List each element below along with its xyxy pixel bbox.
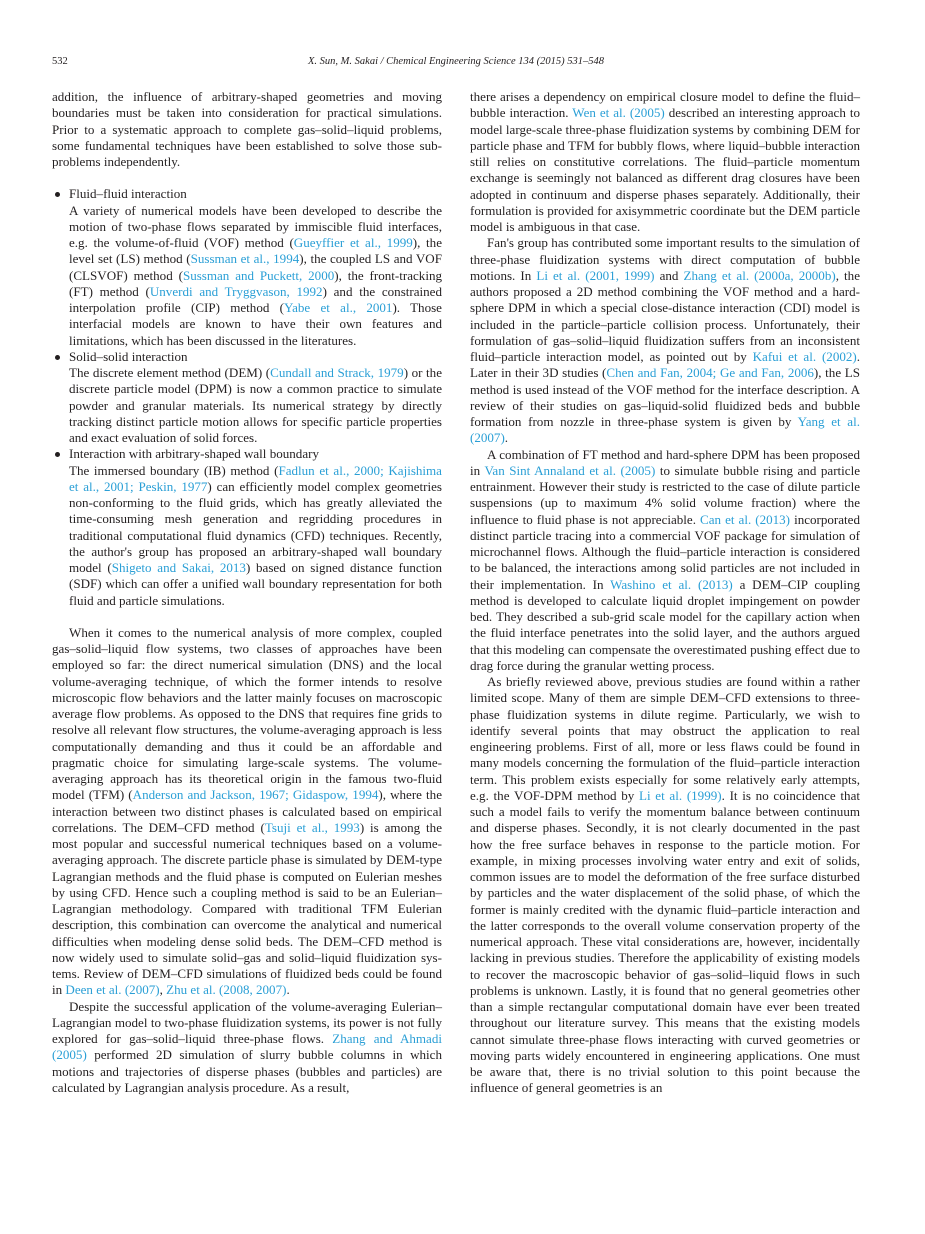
bullet-title: Fluid–fluid interaction xyxy=(69,186,187,202)
body-text: ) is among the most popular and successful numerical techniques based on a volume-averaging approach. The discrete particle phase is simulated by DEM-type Lagrangian methods and the fluid phase is computed on Eulerian meshes by using CFD. Hence such a coupling method is said to be an Eulerian–Lagrangian methodology. Compared with traditional TFM Eulerian description, this combination can overcome the analytical and numerical difficulties when modeling dense solid beds. The DEM–CFD method is now widely used to simulate solid–gas and solid–liquid fluidization systems. Review of DEM–CFD simulations of fluidized beds could be found in xyxy=(52,819,442,998)
citation-link[interactable]: Anderson and Jackson, 1967; Gidaspow, 1994 xyxy=(132,787,379,803)
body-text: ). Those interfacial models are known to have their own features and limitations, which has been discussed in the literatures. xyxy=(69,300,442,348)
body-text: A variety of numerical models have been developed to describe the motion of two-phase flows separated by immiscible fluid interfaces, e.g. the volume-of-fluid (VOF) method ( xyxy=(69,202,442,250)
bullet-title: Solid–solid interaction xyxy=(69,348,188,364)
citation-link[interactable]: Zhang et al. (2000a, 2000b) xyxy=(683,267,836,283)
body-text: . It is no coincidence that such a model fails to verify the momentum balance between continuum and disperse phases. Secondly, it is not clearly documented in the past how the free surface behaves in response to the particle motion. For example, in mixing processes involving water entry and exit of solids, common issues are to model the deformation of the free surface disturbed by particles and the water displacement of the solid phase, of which the former is mainly credited with the dynamic fluid–particle interaction and the latter corresponds to the overall volume conservation property of the numerical approach. These vital considerations are, however, incidentally lacking in previous studies. Therefore the applicability of existing models to recover the macroscopic behavior of gas–solid–liquid flows in such problems is unknown. Lastly, it is found that no general geometries other than a simple rectangular computational domain have ever been treated throughout our literature survey. This means that the existing models cannot simulate three-phase flows interacting with curved geometries or moving parts widely encountered in engineering applications. One must be aware that, there is no trivial solution to this point because the influence of general geometries is an xyxy=(470,787,860,1096)
citation-link[interactable]: Yabe et al., 2001 xyxy=(283,300,393,315)
bullet-icon xyxy=(55,192,60,197)
body-text: A combination of FT method and hard-sphere DPM has been proposed in xyxy=(470,446,860,478)
citation-link[interactable]: Kafui et al. (2002) xyxy=(752,349,857,364)
bullet-item-fluid-fluid xyxy=(52,186,442,349)
body-text: a DEM–CIP coupling method is developed to calculate liquid droplet impingement on powder bed. They described a sub-grid scale model for the capillary action when the fluid interface penetrates into the solid layer, and the authors argued that this modeling can compensate the overestimated pushing effect due to drag force during the granular wetting process. xyxy=(470,576,860,673)
citation-link[interactable]: Fadlun et al., 2000; Kajishima et al., 2001; Peskin, 1977 xyxy=(69,462,442,494)
body-text: ) or the discrete particle model (DPM) is now a common practice to simulate powder and granular materials. Its numerical strategy by directly tracking distinct particle motion allows for specific particle properties and exact evaluation of solid forces. xyxy=(69,365,442,445)
body-text: to simulate bubble rising and particle entrainment. However their study is restricted to the case of dilute particle suspensions (up to maximum 4% solid volume fraction) where the influence to fluid phase is not appreciable. xyxy=(470,462,860,527)
bullet-icon xyxy=(55,452,60,457)
citation-link[interactable]: Sussman et al., 1994 xyxy=(190,251,300,267)
body-text: , the authors proposed a 2D method combining the VOF method and a hard-sphere DPM in which a special close-distance interaction (CDI) model is included in the particle–particle collision process. Unfortunately, their formulation of gas–solid–liquid fluidization suffers from an inconsistent fluid–particle interaction model, as pointed out by xyxy=(470,267,860,364)
right-column xyxy=(470,89,860,1097)
bullet-title: Interaction with arbitrary-shaped wall boundary xyxy=(69,446,319,462)
body-text: ), the level set (LS) method ( xyxy=(69,235,442,267)
citation-link[interactable]: Unverdi and Tryggvason, 1992 xyxy=(149,283,323,299)
citation-link[interactable]: Can et al. (2013) xyxy=(700,511,791,527)
paragraph-euler-lagrangian xyxy=(52,999,442,1097)
body-text: Despite the successful application of the volume-averaging Eulerian–Lagrangian model to two-phase fluidization systems, its power is not fully explored for gas–solid–liquid three-phase flows. xyxy=(52,998,442,1046)
body-text: . xyxy=(286,982,290,998)
body-text: described an interesting approach to model large-scale three-phase fluidization systems by combining DEM for particle phase and TFM for bubbly flows, where liquid–bubble interaction still relies on constitutive correlations. The fluid–particle momentum exchange is seemingly not balanced as different drag closures have been adopted in continuum and disperse phases separately. Additionally, their formulation is provided for axisymmetric coordinate but the DEM particle model is ambiguous in that case. xyxy=(470,105,860,234)
body-text: performed 2D simulation of slurry bubble columns in which motions and trajectories of disperse phases (bubbles and particles) are calculated by Lagrangian analysis procedure. As a result, xyxy=(52,1047,442,1095)
paragraph-limitations xyxy=(470,674,860,1097)
citation-link[interactable]: Li et al. (1999) xyxy=(639,787,722,803)
bullet-icon xyxy=(55,355,60,360)
citation-link[interactable]: Zhang and Ahmadi (2005) xyxy=(52,1031,442,1063)
body-text: Fan's group has contributed some important results to the simulation of three-phase fluidization systems with direct computation of bubble motions. In xyxy=(470,235,860,283)
body-text: ), the LS method is used instead of the VOF method for the interface description. A review of their studies on gas–liquid-solid fluidized beds and bubble formation from nozzle in three-phase system is given by xyxy=(470,365,861,429)
body-text: ), the front-tracking (FT) method ( xyxy=(69,267,442,299)
body-text: , xyxy=(159,982,167,998)
citation-link[interactable]: Cundall and Strack, 1979 xyxy=(270,365,404,380)
citation-link[interactable]: Gueyffier et al., 1999 xyxy=(293,235,413,250)
running-header xyxy=(52,56,860,70)
paragraph-closure-model xyxy=(470,89,860,235)
body-text: ), the coupled LS and VOF (CLSVOF) method ( xyxy=(69,251,442,283)
citation-link[interactable]: Washino et al. (2013) xyxy=(610,576,733,592)
body-text: The discrete element method (DEM) ( xyxy=(69,365,271,380)
body-text: there arises a dependency on empirical closure model to define the fluid–bubble interaction. xyxy=(470,89,860,121)
paragraph-ft-dpm xyxy=(470,447,860,675)
journal-citation: X. Sun, M. Sakai / Chemical Engineering Science 134 (2015) 531–548 xyxy=(308,56,604,67)
body-text: . xyxy=(504,430,509,446)
citation-link[interactable]: Tsuji et al., 1993 xyxy=(264,819,360,835)
citation-link[interactable]: Shigeto and Sakai, 2013 xyxy=(111,560,246,575)
citation-link[interactable]: Li et al. (2001, 1999) xyxy=(536,267,655,283)
citation-link[interactable]: Van Sint Annaland et al. (2005) xyxy=(484,462,656,478)
body-text: ) can efficiently model complex geometries non-conforming to the fluid grids, which has greatly alleviated the time-consuming mesh generation and regridding procedures in traditional computational fluid dynamics (CFD) techniques. Recently, the author's group has proposed an arbitrary-shaped wall boundary model ( xyxy=(69,478,443,575)
intro-paragraph: addition, the influence of arbitrary-shaped geometries and moving boundaries must be taken into consideration for practical simulations. Prior to a systematic approach to complete gas–solid–liquid problems, some fundamental techniques have been established to solve those sub-problems independently. xyxy=(52,89,442,169)
body-text: As briefly reviewed above, previous studies are found within a rather limited scope. Many of them are simple DEM–CFD extensions to three-phase fluidization systems in dilute regime. Particularly, we wish to identify several points that may obstruct the application to real engineering problems. First of all, more or less flaws could be found in many models concerning the formulation of the fluid–particle interaction term. This problem exists especially for some relatively early attempts, e.g. the VOF-DPM method by xyxy=(470,674,860,803)
bullet-item-wall-boundary xyxy=(52,446,442,609)
page-number: 532 xyxy=(52,56,68,67)
citation-link[interactable]: Chen and Fan, 2004; Ge and Fan, 2006 xyxy=(606,365,814,381)
body-text: ) and the constrained interpolation profile (CIP) method ( xyxy=(69,283,442,315)
body-text: When it comes to the numerical analysis of more complex, coupled gas–solid–liquid flow systems, two classes of approaches have been employed so far: the direct numerical simulation (DNS) and the local volume-averaging technique, of which the former intends to resolve microscopic flow behaviors and the latter mainly focuses on macroscopic average flow problems. As opposed to the DNS that requires fine grids to resolve all relevant flow structures, the volume-averaging approach is less computationally demanding and thus it could be an affordable and pragmatic choice for simulating large-scale systems. The volume-averaging approach has its theoretical origin in the famous two-fluid model (TFM) ( xyxy=(52,624,442,803)
spacer xyxy=(52,170,442,186)
citation-link[interactable]: Wen et al. (2005) xyxy=(572,105,665,121)
body-text: . Later in their 3D studies ( xyxy=(470,349,861,381)
body-text: The immersed boundary (IB) method ( xyxy=(69,462,279,478)
body-text: and xyxy=(654,267,684,283)
body-text: ), where the interaction between two distinct phases is calculated based on empirical correlations. The DEM–CFD method ( xyxy=(52,787,442,835)
citation-link[interactable]: Yang et al. (2007) xyxy=(470,414,860,446)
citation-link[interactable]: Sussman and Puckett, 2000 xyxy=(182,267,335,283)
paragraph-fans-group xyxy=(470,235,860,446)
paragraph-dns-volume-averaging xyxy=(52,625,442,999)
bullet-list xyxy=(52,186,442,609)
citation-link[interactable]: Zhu et al. (2008, 2007) xyxy=(166,982,287,998)
body-text: incorporated distinct particle tracing into a commercial VOF package for simulation of microchannel flows. Although the fluid–particle interaction is considered to be balanced, the interactions among solid particles are not included in their implementation. In xyxy=(470,511,860,592)
left-column xyxy=(52,89,442,1096)
bullet-item-solid-solid xyxy=(52,349,442,447)
citation-link[interactable]: Deen et al. (2007) xyxy=(65,982,160,998)
spacer xyxy=(52,609,442,625)
body-text: ) based on signed distance function (SDF) which can offer a unified wall boundary representation for both fluid and particle simulations. xyxy=(69,560,443,608)
